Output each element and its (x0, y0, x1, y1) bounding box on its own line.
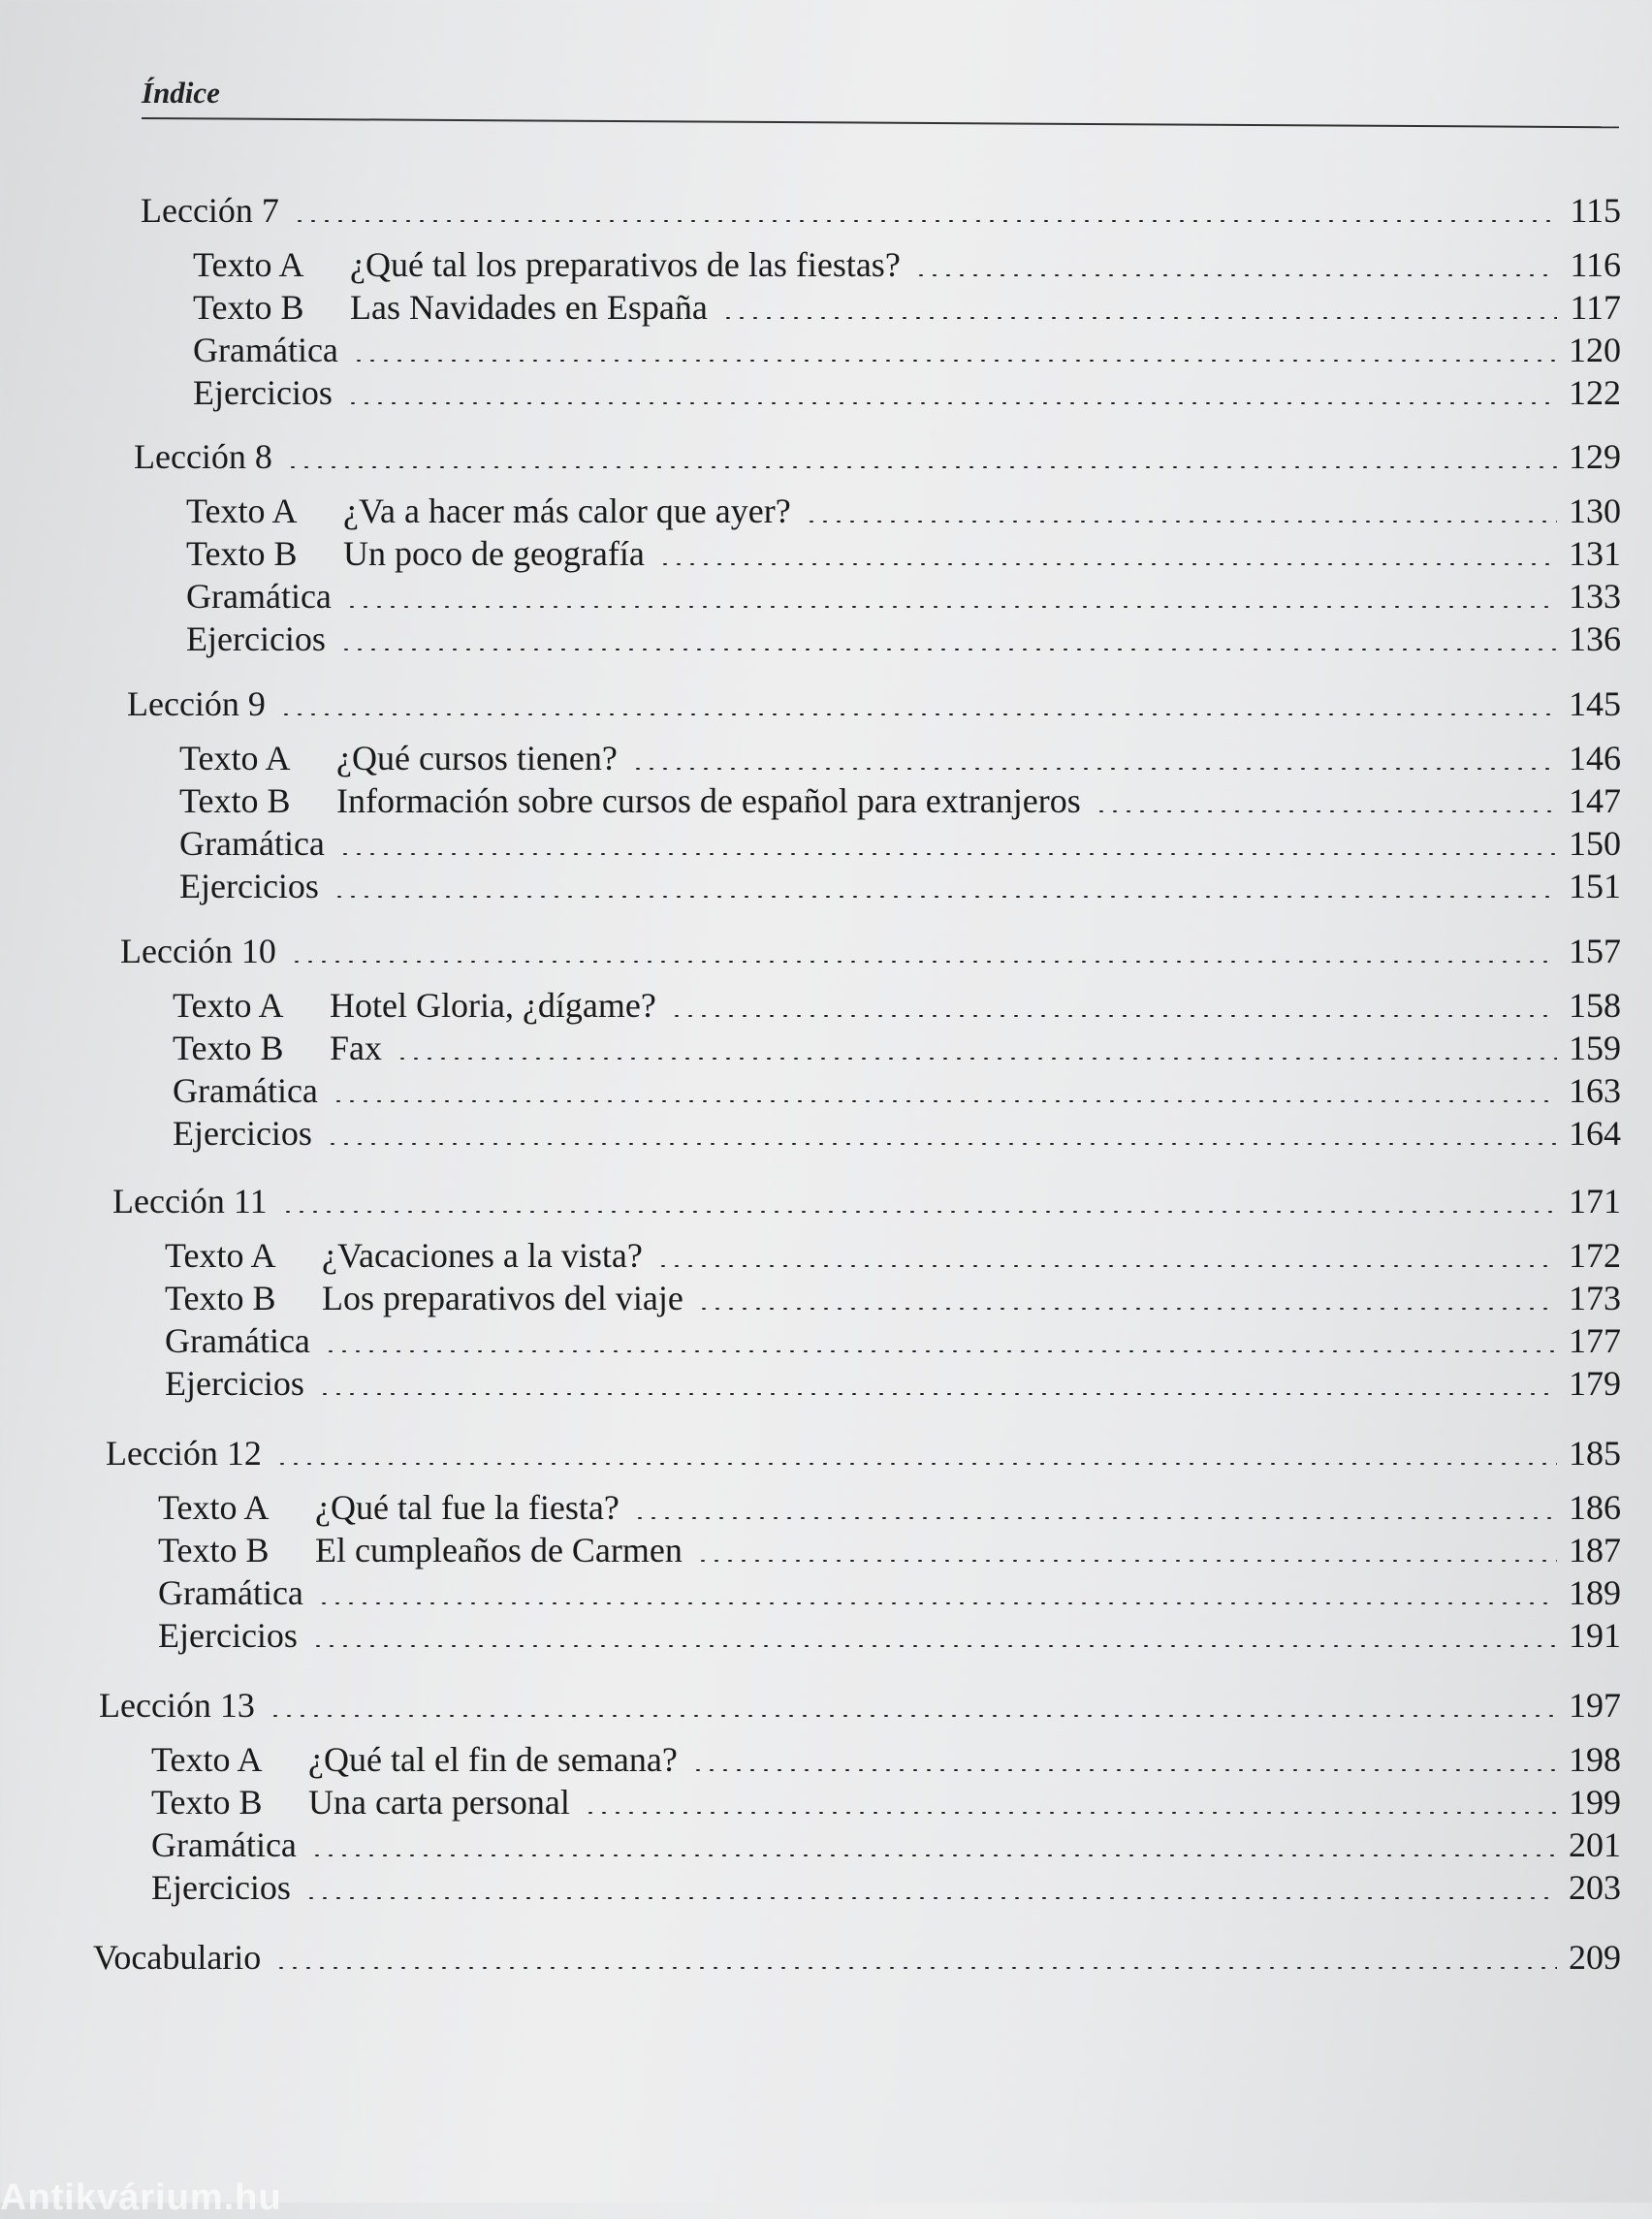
entry-kind: Gramática (151, 1825, 297, 1864)
lesson-title-row (106, 1433, 1621, 1474)
toc-entry-label (165, 1320, 310, 1361)
vocabulary-title: Vocabulario (93, 1938, 262, 1977)
lesson-title-row (112, 1181, 1621, 1221)
toc-entry-row (151, 1824, 1621, 1865)
toc-entry-row (165, 1235, 1621, 1276)
entry-kind: Texto A (158, 1488, 270, 1527)
dot-leader (656, 1265, 1557, 1267)
entry-kind: Texto A (186, 491, 298, 530)
toc-entry-label (186, 533, 645, 574)
toc-entry-row (173, 1028, 1621, 1068)
entry-page-number: 191 (1569, 1616, 1621, 1655)
entry-page-number: 158 (1569, 986, 1621, 1025)
dot-leader (318, 1393, 1557, 1395)
toc-entry-row (158, 1487, 1621, 1528)
toc-entry-row (173, 1070, 1621, 1111)
lesson-page-number: 157 (1569, 932, 1621, 970)
dot-leader (338, 853, 1557, 855)
dot-leader (326, 1143, 1557, 1145)
entry-title: Una carta personal (308, 1783, 570, 1822)
lesson-page-number: 115 (1570, 191, 1621, 230)
toc-entry-label (173, 1113, 312, 1154)
entry-title: Información sobre cursos de español para extranjeros (336, 781, 1081, 820)
entry-title: Hotel Gloria, ¿dígame? (330, 986, 656, 1025)
dot-leader (691, 1769, 1557, 1771)
entry-page-number: 159 (1569, 1029, 1621, 1067)
entry-page-number: 117 (1570, 288, 1621, 327)
toc-entry-label (151, 1867, 291, 1908)
entry-page-number: 172 (1569, 1236, 1621, 1275)
toc-entry-label (179, 866, 319, 906)
dot-leader (275, 1463, 1557, 1465)
toc-entry-label (179, 780, 1081, 821)
entry-title: Los preparativos del viaje (322, 1279, 683, 1317)
entry-page-number: 173 (1569, 1279, 1621, 1317)
entry-title: ¿Vacaciones a la vista? (322, 1236, 643, 1275)
entry-page-number: 133 (1569, 577, 1621, 616)
toc-entry-label (179, 823, 325, 864)
toc-entry-row (193, 287, 1621, 328)
entry-kind: Ejercicios (179, 867, 319, 905)
entry-kind: Texto B (186, 534, 298, 573)
entry-page-number: 116 (1570, 245, 1621, 284)
dot-leader (631, 768, 1557, 770)
dot-leader (332, 1100, 1557, 1102)
toc-entry-row (165, 1320, 1621, 1361)
entry-page-number: 147 (1569, 781, 1621, 820)
toc-entry-row (193, 372, 1621, 413)
dot-leader (304, 1897, 1557, 1899)
entry-page-number: 187 (1569, 1531, 1621, 1569)
toc-entry-row (165, 1278, 1621, 1318)
entry-kind: Ejercicios (165, 1364, 304, 1403)
entry-page-number: 163 (1569, 1071, 1621, 1110)
toc-entry-row (193, 330, 1621, 370)
toc-entry-row (179, 823, 1621, 864)
entry-kind: Texto B (165, 1279, 276, 1317)
toc-entry-label (151, 1739, 678, 1780)
lesson-title-row (127, 683, 1621, 724)
toc-entry-row (186, 491, 1621, 531)
lesson-page-number: 145 (1569, 684, 1621, 723)
toc-entry-label (173, 985, 656, 1026)
toc-entry-row (173, 1113, 1621, 1154)
lesson-page-number: 129 (1569, 437, 1621, 476)
entry-title: Las Navidades en España (350, 288, 708, 327)
toc-entry-row (179, 738, 1621, 778)
entry-title: ¿Qué cursos tienen? (336, 739, 618, 777)
entry-kind: Gramática (193, 331, 338, 369)
toc-entry-row (158, 1615, 1621, 1656)
entry-page-number: 151 (1569, 867, 1621, 905)
entry-page-number: 186 (1569, 1488, 1621, 1527)
lesson-title-row (134, 436, 1621, 477)
dot-leader (721, 317, 1557, 319)
dot-leader (346, 402, 1557, 404)
entry-kind: Gramática (173, 1071, 318, 1110)
dot-leader (1095, 810, 1557, 812)
toc-entry-label (193, 287, 708, 328)
lesson-title-row (99, 1685, 1621, 1726)
entry-kind: Texto B (179, 781, 291, 820)
entry-page-number: 131 (1569, 534, 1621, 573)
dot-leader (279, 713, 1557, 715)
entry-page-number: 203 (1569, 1868, 1621, 1907)
toc-entry-label (186, 491, 791, 531)
dot-leader (805, 521, 1557, 523)
toc-entry-label (165, 1363, 304, 1404)
entry-kind: Texto A (179, 739, 291, 777)
toc-entry-label (173, 1028, 382, 1068)
toc-entry-row (179, 780, 1621, 821)
dot-leader (633, 1517, 1557, 1519)
entry-page-number: 199 (1569, 1783, 1621, 1822)
lesson-title: Lección 13 (99, 1686, 255, 1725)
dot-leader (333, 896, 1557, 898)
toc-entry-label (158, 1487, 620, 1528)
toc-entry-row (158, 1572, 1621, 1613)
toc-entry-row (165, 1363, 1621, 1404)
entry-kind: Texto A (151, 1740, 263, 1779)
entry-kind: Texto B (151, 1783, 263, 1822)
dot-leader (310, 1854, 1557, 1856)
entry-title: Un poco de geografía (343, 534, 645, 573)
lesson-title-row (120, 931, 1621, 971)
entry-kind: Texto B (158, 1531, 270, 1569)
toc-entry-label (179, 738, 618, 778)
dot-leader (396, 1058, 1557, 1060)
toc-entry-label (158, 1572, 303, 1613)
dot-leader (290, 961, 1557, 963)
dot-leader (274, 1967, 1557, 1969)
toc-entry-label (151, 1824, 297, 1865)
entry-page-number: 164 (1569, 1114, 1621, 1153)
lesson-page-number: 171 (1569, 1182, 1621, 1220)
entry-page-number: 201 (1569, 1825, 1621, 1864)
vocabulary-row (93, 1937, 1621, 1978)
vocabulary-page-number: 209 (1569, 1938, 1621, 1977)
dot-leader (345, 606, 1557, 608)
toc-entry-row (179, 866, 1621, 906)
entry-title: ¿Va a hacer más calor que ayer? (343, 491, 791, 530)
entry-kind: Texto B (173, 1029, 284, 1067)
dot-leader (324, 1350, 1557, 1352)
entry-kind: Gramática (158, 1573, 303, 1612)
dot-leader (311, 1645, 1557, 1647)
dot-leader (584, 1812, 1557, 1814)
lesson-title: Lección 11 (112, 1182, 268, 1220)
toc-entry-label (151, 1782, 570, 1823)
entry-kind: Ejercicios (158, 1616, 298, 1655)
toc-entry-label (165, 1278, 683, 1318)
toc-entry-label (186, 576, 332, 617)
toc-entry-row (186, 576, 1621, 617)
toc-entry-label (193, 330, 338, 370)
entry-kind: Ejercicios (193, 373, 333, 412)
toc-entry-row (151, 1739, 1621, 1780)
toc-entry-label (193, 372, 333, 413)
lesson-title: Lección 9 (127, 684, 266, 723)
toc-entry-label (186, 618, 326, 659)
entry-kind: Texto A (173, 986, 284, 1025)
lesson-page-number: 185 (1569, 1434, 1621, 1473)
entry-page-number: 189 (1569, 1573, 1621, 1612)
entry-kind: Ejercicios (173, 1114, 312, 1153)
dot-leader (281, 1211, 1557, 1213)
toc-entry-row (193, 244, 1621, 285)
entry-page-number: 130 (1569, 491, 1621, 530)
dot-leader (696, 1560, 1557, 1562)
header-rule (142, 117, 1619, 128)
dot-leader (339, 649, 1557, 650)
entry-kind: Gramática (186, 577, 332, 616)
entry-title: ¿Qué tal los preparativos de las fiestas? (350, 245, 901, 284)
lesson-title: Lección 8 (134, 437, 272, 476)
running-head-title: Índice (142, 76, 220, 110)
lesson-title: Lección 12 (106, 1434, 262, 1473)
lesson-title: Lección 7 (141, 191, 279, 230)
toc-entry-row (151, 1867, 1621, 1908)
toc-entry-label (158, 1615, 298, 1656)
entry-page-number: 198 (1569, 1740, 1621, 1779)
toc-entry-label (165, 1235, 643, 1276)
dot-leader (352, 360, 1557, 362)
toc-entry-label (193, 244, 901, 285)
toc-entry-row (186, 533, 1621, 574)
entry-kind: Texto A (165, 1236, 276, 1275)
entry-page-number: 136 (1569, 619, 1621, 658)
entry-kind: Ejercicios (151, 1868, 291, 1907)
entry-kind: Gramática (179, 824, 325, 863)
dot-leader (670, 1015, 1557, 1017)
entry-kind: Texto A (193, 245, 304, 284)
entry-page-number: 146 (1569, 739, 1621, 777)
entry-page-number: 179 (1569, 1364, 1621, 1403)
entry-kind: Ejercicios (186, 619, 326, 658)
entry-title: ¿Qué tal fue la fiesta? (315, 1488, 620, 1527)
entry-title: Fax (330, 1029, 382, 1067)
dot-leader (269, 1715, 1557, 1717)
toc-entry-row (173, 985, 1621, 1026)
entry-title: El cumpleaños de Carmen (315, 1531, 683, 1569)
lesson-title-row (141, 190, 1621, 231)
entry-kind: Gramática (165, 1321, 310, 1360)
toc-entry-label (158, 1530, 683, 1570)
dot-leader (658, 563, 1557, 565)
toc-entry-row (186, 618, 1621, 659)
lesson-page-number: 197 (1569, 1686, 1621, 1725)
toc-entry-row (151, 1782, 1621, 1823)
dot-leader (914, 274, 1557, 276)
toc-entry-row (158, 1530, 1621, 1570)
entry-page-number: 122 (1569, 373, 1621, 412)
lesson-title: Lección 10 (120, 932, 276, 970)
entry-page-number: 150 (1569, 824, 1621, 863)
entry-page-number: 120 (1569, 331, 1621, 369)
toc-entry-label (173, 1070, 318, 1111)
dot-leader (317, 1602, 1557, 1604)
entry-page-number: 177 (1569, 1321, 1621, 1360)
entry-title: ¿Qué tal el fin de semana? (308, 1740, 678, 1779)
dot-leader (697, 1308, 1557, 1310)
watermark-logo: Antikvárium.hu (0, 2177, 282, 2218)
entry-kind: Texto B (193, 288, 304, 327)
dot-leader (293, 220, 1557, 222)
dot-leader (286, 466, 1557, 468)
